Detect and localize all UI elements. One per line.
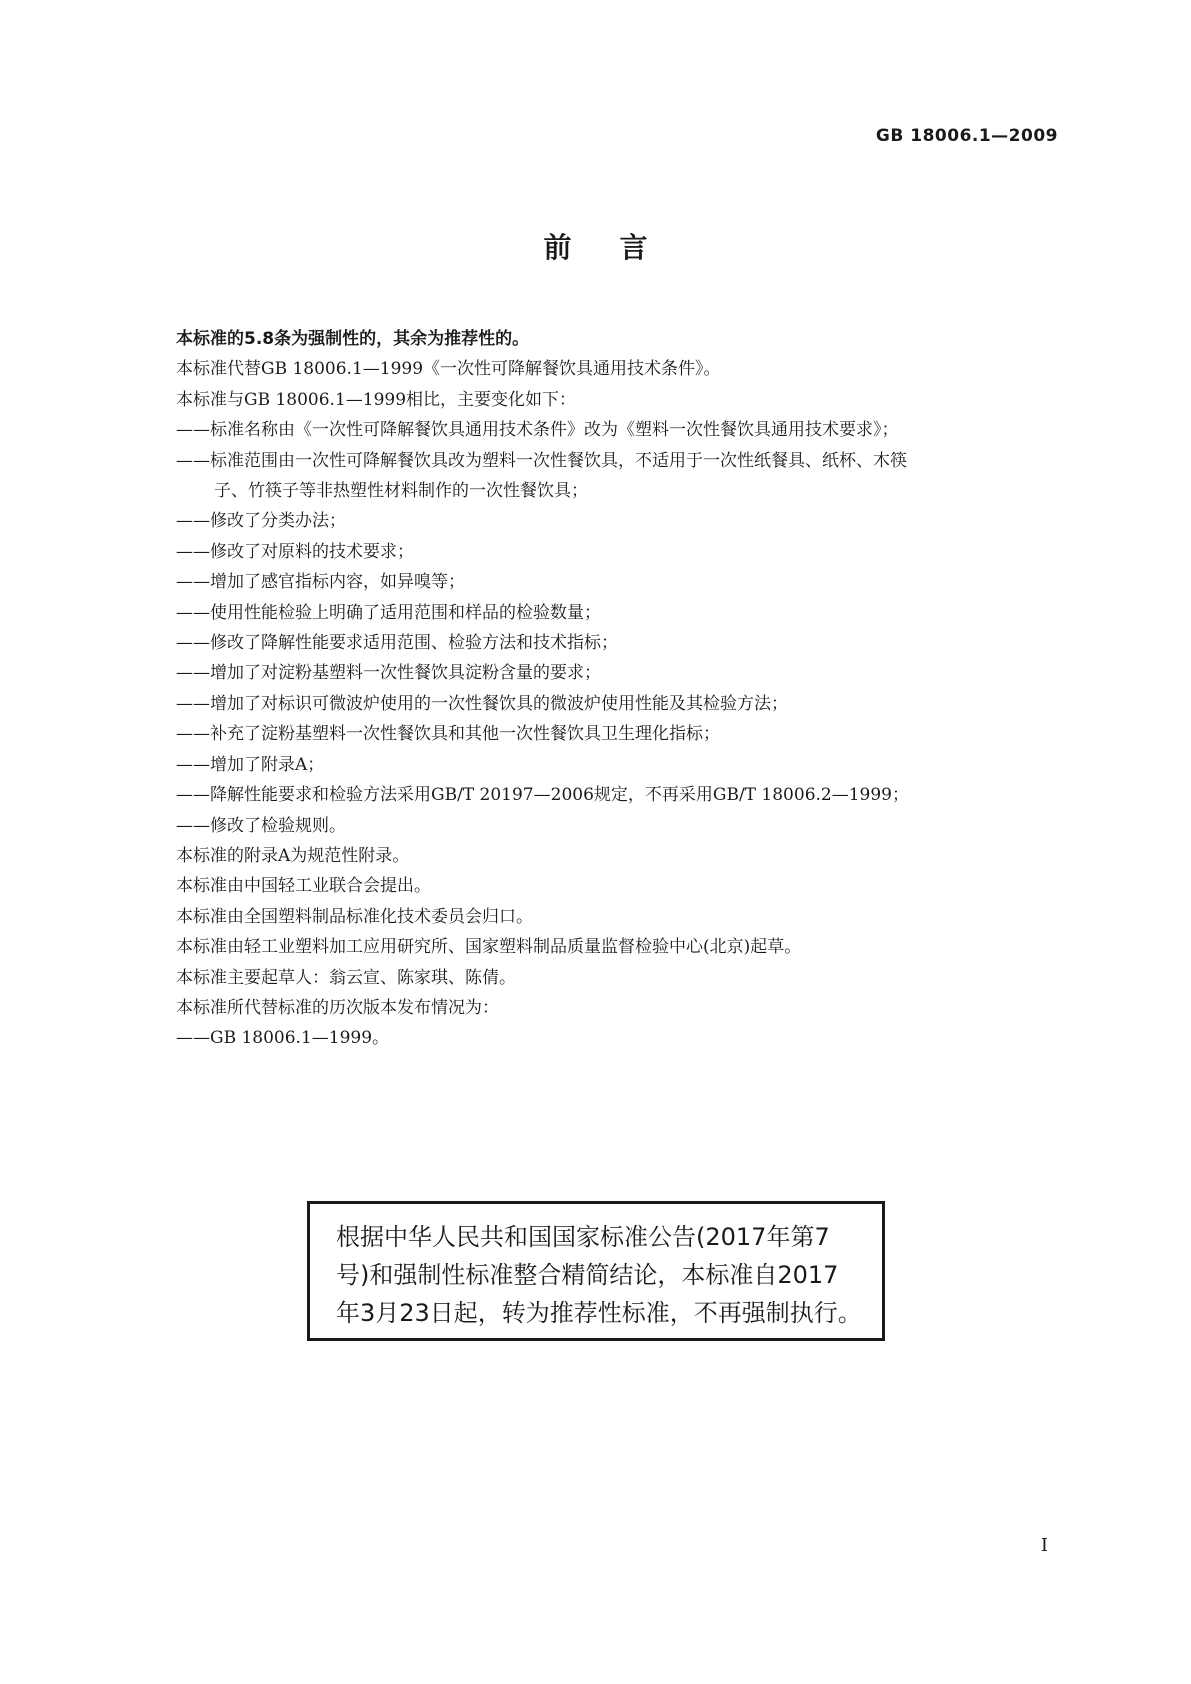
standard-code: GB 18006.1—2009 — [875, 126, 1058, 146]
changes-intro: 本标准与GB 18006.1—1999相比，主要变化如下： — [176, 389, 577, 410]
centralized-by-paragraph: 本标准由全国塑料制品标准化技术委员会归口。 — [176, 906, 533, 927]
change-item: ——修改了检验规则。 — [176, 815, 346, 836]
history-item: ——GB 18006.1—1999。 — [176, 1028, 390, 1049]
change-item: ——修改了降解性能要求适用范围、检验方法和技术指标； — [176, 633, 618, 654]
replaces-paragraph: 本标准代替GB 18006.1—1999《一次性可降解餐饮具通用技术条件》。 — [176, 359, 721, 380]
change-item: ——增加了对淀粉基塑料一次性餐饮具淀粉含量的要求； — [176, 663, 601, 684]
appendix-paragraph: 本标准的附录A为规范性附录。 — [176, 845, 410, 866]
change-item: ——修改了分类办法； — [176, 511, 346, 532]
notice-line: 根据中华人民共和国国家标准公告(2017年第7 — [336, 1223, 830, 1251]
page-title: 前言 — [543, 231, 696, 264]
notice-box — [307, 1201, 885, 1341]
change-item: ——修改了对原料的技术要求； — [176, 541, 414, 562]
change-item: ——增加了对标识可微波炉使用的一次性餐饮具的微波炉使用性能及其检验方法； — [176, 693, 788, 714]
change-item: ——降解性能要求和检验方法采用GB/T 20197—2006规定，不再采用GB/T 18006.2—1999； — [176, 785, 909, 806]
drafted-by-paragraph: 本标准由轻工业塑料加工应用研究所、国家塑料制品质量监督检验中心(北京)起草。 — [176, 937, 802, 958]
notice-line: 年3月23日起，转为推荐性标准，不再强制执行。 — [336, 1299, 862, 1327]
change-item: ——补充了淀粉基塑料一次性餐饮具和其他一次性餐饮具卫生理化指标； — [176, 724, 720, 745]
proposed-by-paragraph: 本标准由中国轻工业联合会提出。 — [176, 876, 431, 897]
foreword-body — [176, 324, 1056, 1054]
history-intro: 本标准所代替标准的历次版本发布情况为： — [176, 997, 499, 1018]
change-item-continuation: 子、竹筷子等非热塑性材料制作的一次性餐饮具； — [214, 481, 588, 502]
change-item: ——增加了感官指标内容，如异嗅等； — [176, 572, 465, 593]
notice-line: 号)和强制性标准整合精简结论，本标准自2017 — [336, 1261, 839, 1289]
mandatory-note: 本标准的5.8条为强制性的，其余为推荐性的。 — [176, 329, 530, 349]
change-item: ——增加了附录A； — [176, 754, 325, 775]
change-item: ——标准名称由《一次性可降解餐饮具通用技术条件》改为《塑料一次性餐饮具通用技术要求》； — [176, 420, 899, 441]
page-number: I — [1040, 1535, 1048, 1556]
drafters-paragraph: 本标准主要起草人：翁云宣、陈家琪、陈倩。 — [176, 967, 516, 988]
change-item: ——标准范围由一次性可降解餐饮具改为塑料一次性餐饮具，不适用于一次性纸餐具、纸杯、木筷 — [176, 450, 907, 471]
change-item: ——使用性能检验上明确了适用范围和样品的检验数量； — [176, 602, 601, 623]
